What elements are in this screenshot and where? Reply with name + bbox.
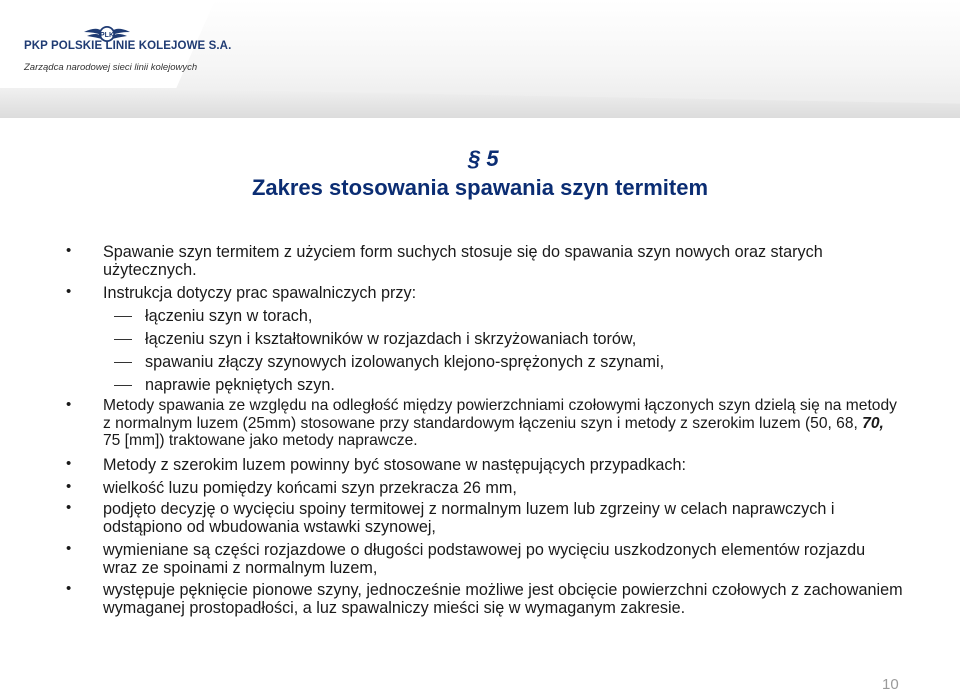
sub-item: łączeniu szyn w torach, [145, 307, 313, 325]
bullet-icon: • [66, 455, 72, 472]
header-gray-band [0, 86, 960, 118]
sub-item: naprawie pękniętych szyn. [145, 376, 335, 394]
paragraph-wide-gap: Metody z szerokim luzem powinny być stosowane w następujących przypadkach: [103, 456, 687, 474]
header-banner [0, 0, 960, 118]
case-item: wymieniane są części rozjazdowe o długości podstawowej po wycięciu uszkodzonych elementów rozjazdu wraz ze spoinami z normalnym luzem, [103, 541, 866, 577]
bullet-icon: • [66, 242, 72, 259]
dash-icon [114, 385, 132, 386]
case-item: wielkość luzu pomiędzy końcami szyn przekracza 26 mm, [103, 479, 517, 497]
bullet-icon: • [66, 580, 72, 597]
brand-tagline: Zarządca narodowej sieci linii kolejowych [24, 62, 198, 73]
brand-name: PKP POLSKIE LINIE KOLEJOWE S.A. [24, 40, 232, 52]
bullet-icon: • [66, 283, 72, 300]
bullet-icon: • [66, 540, 72, 557]
case-item: podjęto decyzję o wycięciu spoiny termitowej z normalnym luzem lub zgrzeiny w celach naprawczych i odstąpiono od wbudowania wstawki szynowej, [103, 500, 835, 536]
bullet-icon: • [66, 396, 72, 413]
bullet-icon: • [66, 499, 72, 516]
logo-text: PLK [100, 32, 114, 39]
paragraph-methods [103, 397, 903, 450]
sub-item: spawaniu złączy szynowych izolowanych klejono-sprężonych z szynami, [145, 353, 665, 371]
dash-icon [114, 362, 132, 363]
page-number: 10 [882, 676, 899, 693]
methods-gap-highlight: 70, [862, 414, 884, 432]
methods-text-part1: Metody spawania ze względu na odległość między powierzchniami czołowymi łączonych szyn dzielą się na metody z normalnym luzem (25mm) stosowane przy standardowym łączeniu szyn i metody z szerokim luzem (50, 68, [103, 397, 897, 432]
page-title: Zakres stosowania spawania szyn termitem [251, 175, 709, 200]
section-number: § 5 [468, 146, 499, 171]
bullet-icon: • [66, 478, 72, 495]
paragraph-scope: Spawanie szyn termitem z użyciem form suchych stosuje się do spawania szyn nowych oraz starych użytecznych. [103, 243, 823, 279]
paragraph-instruction: Instrukcja dotyczy prac spawalniczych przy: [103, 284, 417, 302]
case-item: występuje pęknięcie pionowe szyny, jednocześnie możliwe jest obcięcie powierzchni czołowych z zachowaniem wymaganej prostopadłości, a luz spawalniczy mieści się w wymaganym zakresie. [103, 581, 903, 617]
dash-icon [114, 339, 132, 340]
methods-text-part2: 75 [mm]) traktowane jako metody naprawcze. [103, 432, 418, 449]
sub-item: łączeniu szyn i kształtowników w rozjazdach i skrzyżowaniach torów, [145, 330, 637, 348]
dash-icon [114, 316, 132, 317]
